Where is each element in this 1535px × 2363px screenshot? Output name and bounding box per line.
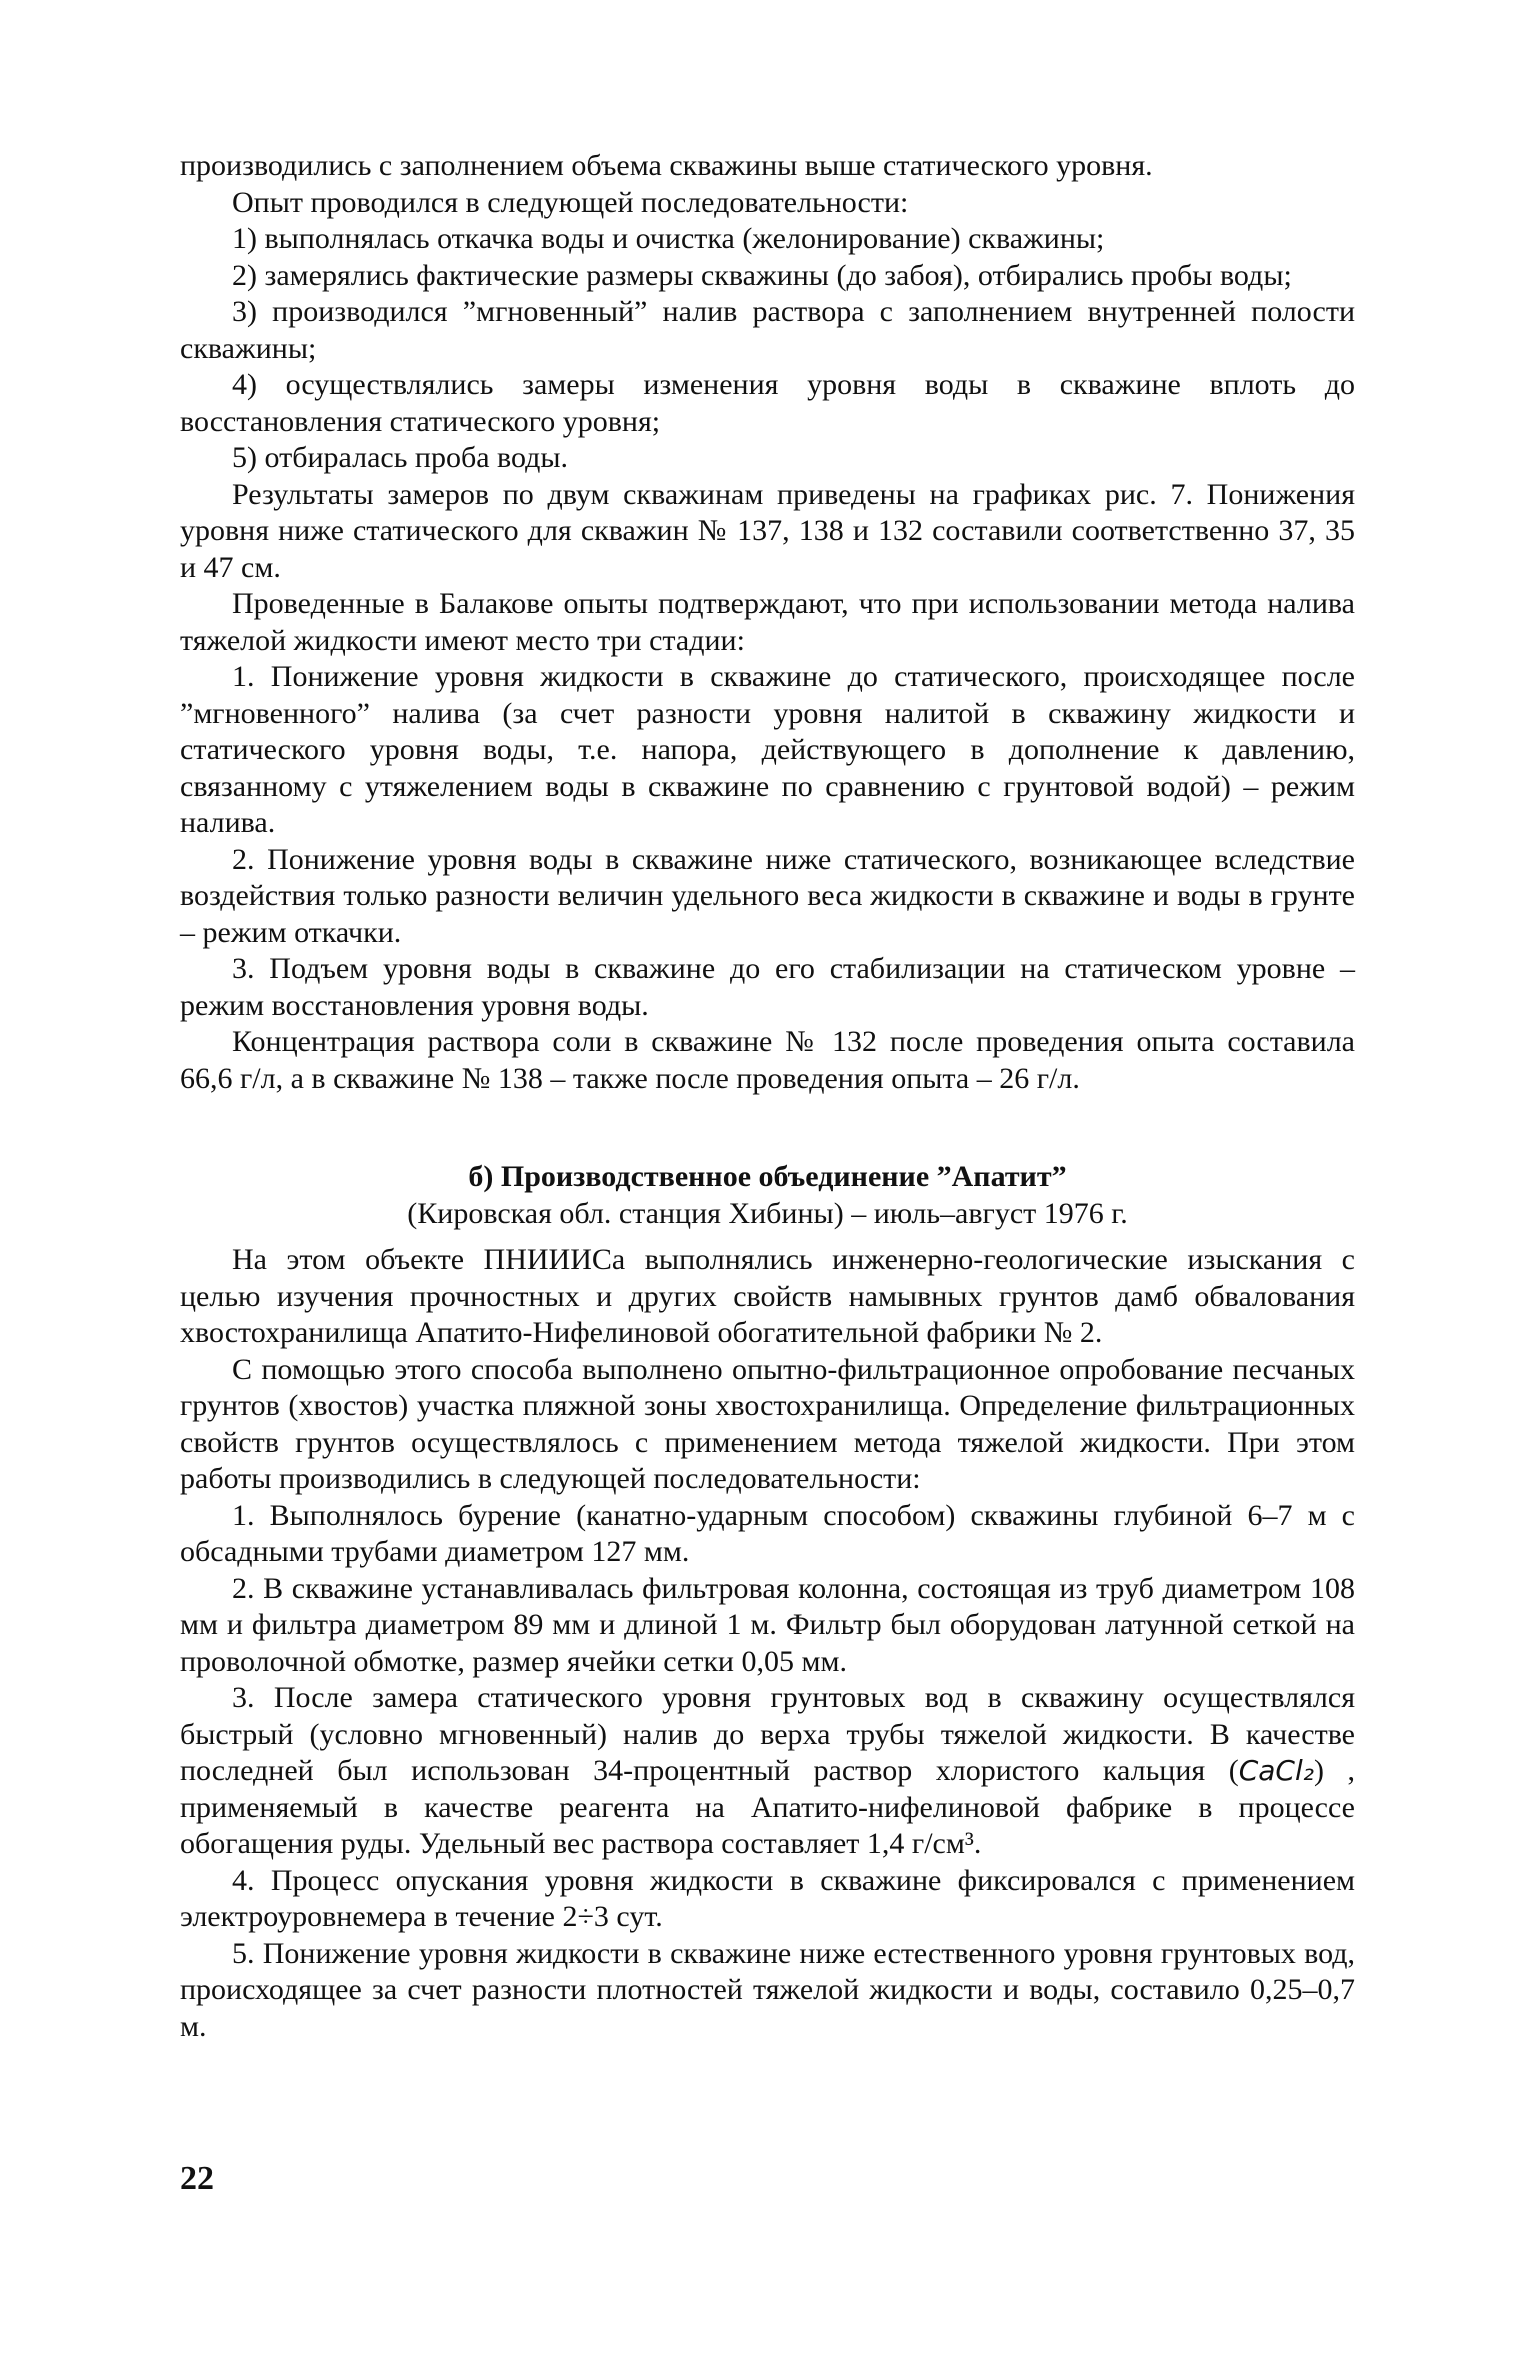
paragraph: Проведенные в Балакове опыты подтверждают, что при использовании метода налива тяжелой жидкости имеют место три стадии:	[180, 587, 1355, 657]
list-item: 3) производился ”мгновенный” налив раствора с заполнением внутренней полости скважины;	[180, 295, 1355, 365]
list-item: 3. Подъем уровня воды в скважине до его стабилизации на статическом уровне – режим восстановления уровня воды.	[180, 952, 1355, 1022]
section-heading	[180, 1159, 1355, 1232]
list-item: 4) осуществлялись замеры изменения уровня воды в скважине вплоть до восстановления статического уровня;	[180, 368, 1355, 438]
chemical-formula: CaCl₂	[1238, 1754, 1314, 1787]
list-item: 1) выполнялась откачка воды и очистка (желонирование) скважины;	[232, 222, 1105, 255]
list-item: 2. Понижение уровня воды в скважине ниже статического, возникающее вследствие воздействия только разности величин удельного веса жидкости в скважине и воды в грунте – режим откачки.	[180, 842, 1355, 949]
paragraph: Опыт проводился в следующей последовательности:	[232, 185, 909, 219]
item-text: 3. После замера статического уровня грунтовых вод в скважину осуществлялся быстрый (условно мгновенный) налив до верха трубы тяжелой жидкости. В качестве последней был использован 34-процентный раствор хлористого кальция (	[180, 1681, 1355, 1787]
list-item: 1. Выполнялось бурение (канатно-ударным способом) скважины глубиной 6–7 м с обсадными трубами диаметром 127 мм.	[180, 1498, 1355, 1568]
list-item: 4. Процесс опускания уровня жидкости в скважине фиксировался с применением электроуровнемера в течение 2÷3 сут.	[180, 1863, 1355, 1933]
page-number: 22	[180, 2160, 214, 2197]
list-item	[180, 1680, 1355, 1863]
paragraph: Результаты замеров по двум скважинам приведены на графиках рис. 7. Понижения уровня ниже статического для скважин № 137, 138 и 132 составили соответственно 37, 35 и 47 см.	[180, 477, 1355, 584]
body-text	[180, 148, 1355, 2045]
list-item: 5. Понижение уровня жидкости в скважине ниже естественного уровня грунтовых вод, происходящее за счет разности плотностей тяжелой жидкости и воды, составило 0,25–0,7 м.	[180, 1936, 1355, 2043]
paragraph: На этом объекте ПНИИИСа выполнялись инженерно-геологические изыскания с целью изучения прочностных и других свойств намывных грунтов дамб обвалования хвостохранилища Апатито-Нифелиновой обогатительной фабрики № 2.	[180, 1243, 1355, 1349]
item-text: ) , применяемый в качестве реагента на Апатито-нифелиновой фабрике в процессе обогащения руды. Удельный вес раствора составляет 1,4 г/см³.	[180, 1754, 1355, 1860]
section-subtitle: (Кировская обл. станция Хибины) – июль–август 1976 г.	[407, 1196, 1128, 1230]
list-item: 5) отбиралась проба воды.	[232, 441, 569, 474]
paragraph: производились с заполнением объема скважины выше статического уровня.	[180, 149, 1153, 182]
section-title: б) Производственное объединение ”Апатит”	[468, 1160, 1067, 1193]
list-item: 1. Понижение уровня жидкости в скважине до статического, происходящее после ”мгновенного” налива (за счет разности уровня налитой в скважину жидкости и статического уровня воды, т.е. напора, действующего в дополнение к давлению, связанному с утяжелением воды в скважине по сравнению с грунтовой водой) – режим налива.	[180, 660, 1355, 839]
list-item: 2. В скважине устанавливалась фильтровая колонна, состоящая из труб диаметром 108 мм и фильтра диаметром 89 мм и длиной 1 м. Фильтр был оборудован латунной сеткой на проволочной обмотке, размер ячейки сетки 0,05 мм.	[180, 1571, 1355, 1678]
paragraph: Концентрация раствора соли в скважине № 132 после проведения опыта составила 66,6 г/л, а в скважине № 138 – также после проведения опыта – 26 г/л.	[180, 1025, 1355, 1095]
paragraph: С помощью этого способа выполнено опытно-фильтрационное опробование песчаных грунтов (хвостов) участка пляжной зоны хвостохранилища. Определение фильтрационных свойств грунтов осуществлялось с применением метода тяжелой жидкости. При этом работы производились в следующей последовательности:	[180, 1352, 1355, 1495]
list-item: 2) замерялись фактические размеры скважины (до забоя), отбирались пробы воды;	[232, 258, 1292, 292]
